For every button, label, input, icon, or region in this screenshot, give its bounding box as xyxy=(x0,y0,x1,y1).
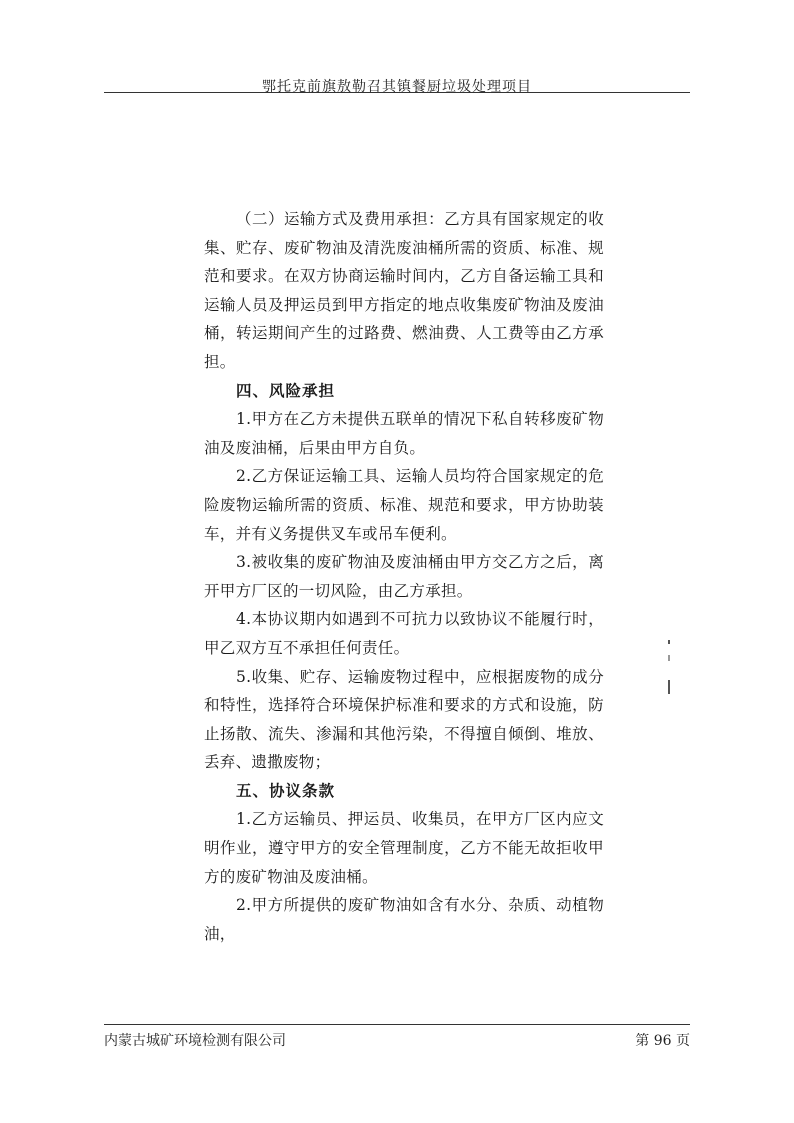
footer-company: 内蒙古城矿环境检测有限公司 xyxy=(104,1033,286,1049)
document-body xyxy=(204,205,604,948)
paragraph-risk-1: 1.甲方在乙方未提供五联单的情况下私自转移废矿物油及废油桶，后果由甲方自负。 xyxy=(204,410,604,457)
paragraph-transport-cost: （二）运输方式及费用承担：乙方具有国家规定的收集、贮存、废矿物油及清洗废油桶所需的资质、标准、规范和要求。在双方协商运输时间内，乙方自备运输工具和运输人员及押运员到甲方指定的地点收集废矿物油及废油桶，转运期间产生的过路费、燃油费、人工费等由乙方承担。 xyxy=(204,210,604,371)
section-heading-risk: 四、风险承担 xyxy=(236,380,336,400)
paragraph-risk-4: 4.本协议期内如遇到不可抗力以致协议不能履行时，甲乙双方互不承担任何责任。 xyxy=(204,610,604,657)
header-title: 鄂托克前旗敖勒召其镇餐厨垃圾处理项目 xyxy=(262,79,532,95)
section-heading-terms: 五、协议条款 xyxy=(236,780,336,800)
scan-mark xyxy=(668,680,670,694)
paragraph-risk-3: 3.被收集的废矿物油及废油桶由甲方交乙方之后，离开甲方厂区的一切风险，由乙方承担。 xyxy=(204,553,604,600)
footer-divider xyxy=(104,1024,690,1025)
paragraph-risk-5: 5.收集、贮存、运输废物过程中，应根据废物的成分和特性，选择符合环境保护标准和要求的方式和设施，防止扬散、流失、渗漏和其他污染，不得擅自倾倒、堆放、丢弃、遗撒废物； xyxy=(204,667,604,772)
scan-mark xyxy=(668,655,670,661)
footer-page-number: 第 96 页 xyxy=(635,1033,690,1049)
paragraph-terms-1: 1.乙方运输员、押运员、收集员，在甲方厂区内应文明作业，遵守甲方的安全管理制度，乙方不能无故拒收甲方的废矿物油及废油桶。 xyxy=(204,810,604,886)
scan-mark xyxy=(668,640,670,644)
paragraph-risk-2: 2.乙方保证运输工具、运输人员均符合国家规定的危险废物运输所需的资质、标准、规范和要求，甲方协助装车，并有义务提供叉车或吊车便利。 xyxy=(204,467,604,543)
header-divider xyxy=(104,92,690,93)
paragraph-terms-2: 2.甲方所提供的废矿物油如含有水分、杂质、动植物油， xyxy=(204,896,604,943)
